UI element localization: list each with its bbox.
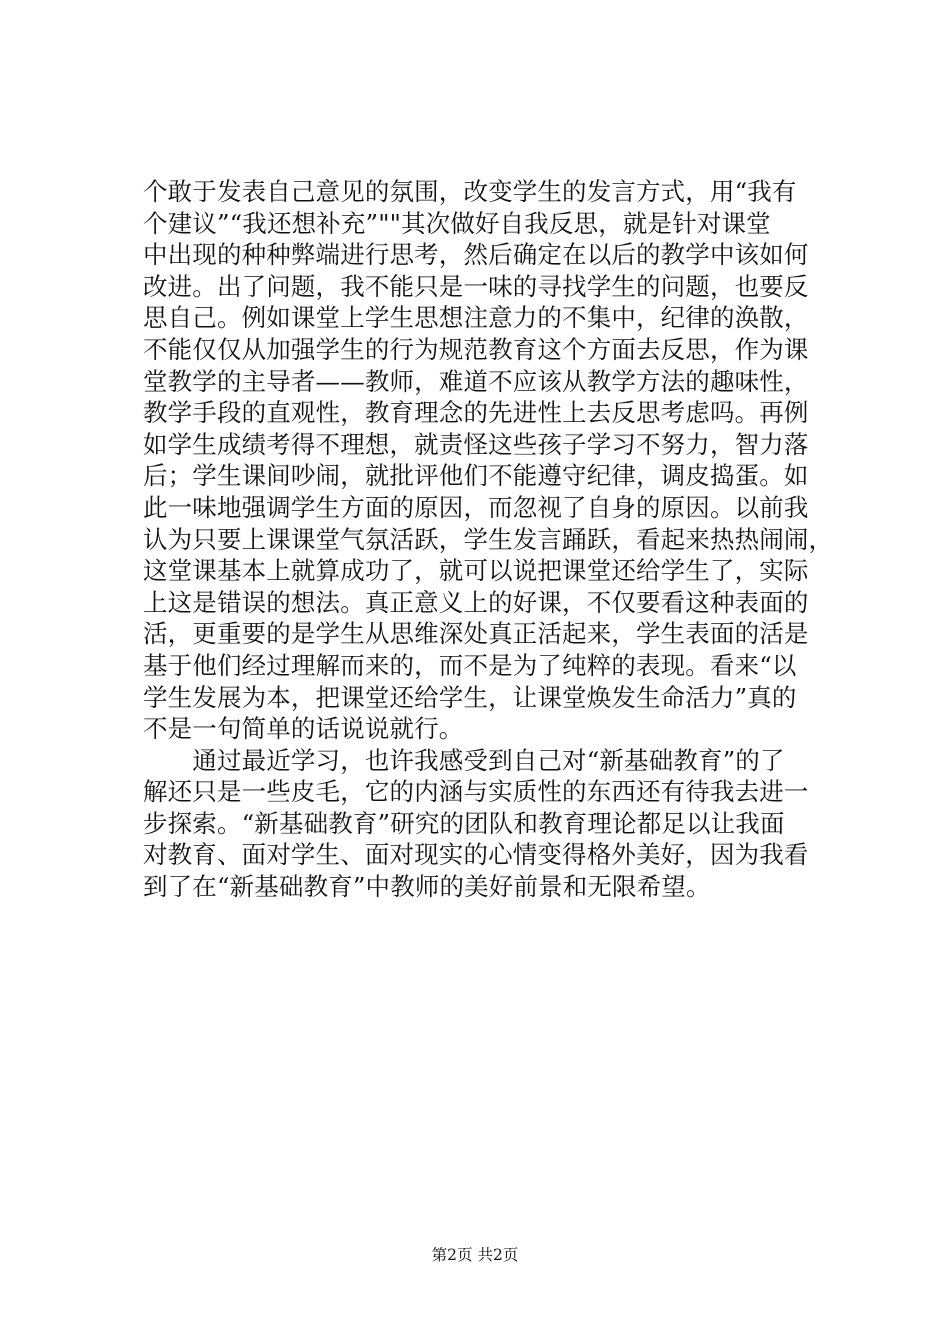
text-line: 通过最近学习，也许我感受到自己对“新基础教育”的了	[143, 745, 785, 775]
text-line: 改进。出了问题，我不能只是一味的寻找学生的问题，也要反	[143, 271, 809, 301]
text-line: 教学手段的直观性，教育理念的先进性上去反思考虑吗。再例	[143, 398, 809, 428]
text-line: 认为只要上课课堂气氛活跃，学生发言踊跃，看起来热热闹闹，	[143, 524, 834, 554]
text-line: 解还只是一些皮毛，它的内涵与实质性的东西还有待我去进一	[143, 777, 809, 807]
text-line: 对教育、面对学生、面对现实的心情变得格外美好，因为我看	[143, 840, 809, 870]
text-line: 如学生成绩考得不理想，就责怪这些孩子学习不努力，智力落	[143, 429, 809, 459]
text-line: 学生发展为本，把课堂还给学生，让课堂焕发生命活力”真的	[143, 682, 797, 712]
text-line: 不能仅仅从加强学生的行为规范教育这个方面去反思，作为课	[143, 334, 809, 364]
body-text	[143, 176, 833, 903]
text-line: 思自己。例如课堂上学生思想注意力的不集中，纪律的涣散，	[143, 303, 809, 333]
text-line: 活，更重要的是学生从思维深处真正活起来，学生表面的活是	[143, 619, 809, 649]
text-line: 此一味地强调学生方面的原因，而忽视了自身的原因。以前我	[143, 492, 809, 522]
text-line: 中出现的种种弊端进行思考，然后确定在以后的教学中该如何	[143, 240, 809, 270]
text-line: 不是一句简单的话说说就行。	[143, 714, 464, 744]
text-line: 基于他们经过理解而来的，而不是为了纯粹的表现。看来“以	[143, 650, 797, 680]
text-line: 步探索。“新基础教育”研究的团队和教育理论都足以让我面	[143, 808, 785, 838]
page-number-footer: 第2页 共2页	[431, 1246, 519, 1264]
text-line: 上这是错误的想法。真正意义上的好课，不仅要看这种表面的	[143, 587, 809, 617]
text-line: 后；学生课间吵闹，就批评他们不能遵守纪律，调皮捣蛋。如	[143, 461, 809, 491]
text-line: 这堂课基本上就算成功了，就可以说把课堂还给学生了，实际	[143, 556, 809, 586]
text-line: 个建议”“我还想补充”""其次做好自我反思，就是针对课堂	[143, 208, 771, 238]
text-line: 堂教学的主导者——教师，难道不应该从教学方法的趣味性，	[143, 366, 809, 396]
text-line: 个敢于发表自己意见的氛围，改变学生的发言方式，用“我有	[143, 177, 797, 206]
text-line: 到了在“新基础教育”中教师的美好前景和无限希望。	[143, 872, 711, 902]
